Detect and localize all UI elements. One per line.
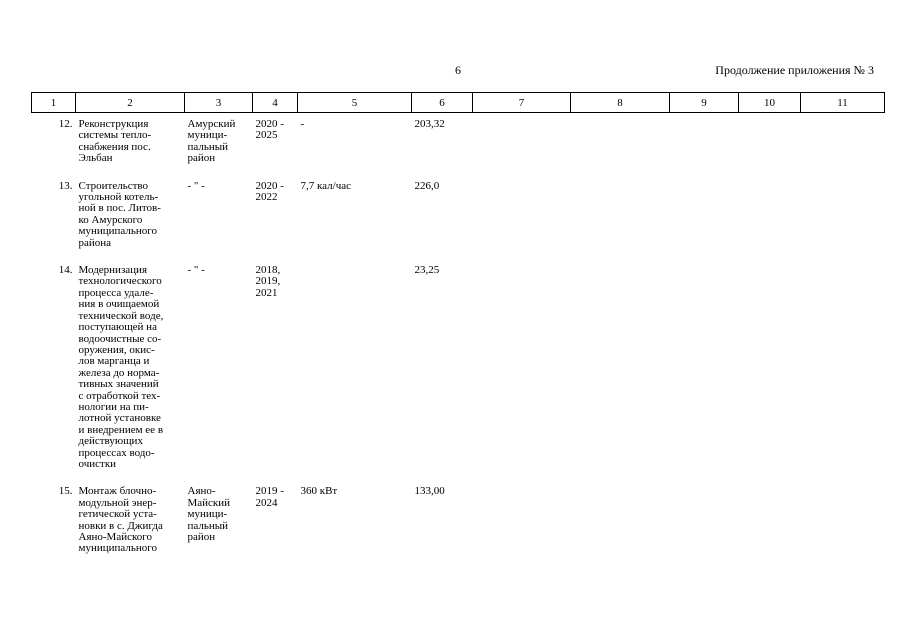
column-header: 6	[412, 93, 473, 113]
project-name-line: Реконструкция	[78, 118, 149, 130]
empty-cell	[801, 113, 885, 175]
column-header: 3	[185, 93, 253, 113]
row-number: 13.	[58, 179, 73, 192]
cost-value: 226,0	[414, 179, 440, 192]
capacity: -	[300, 118, 305, 130]
project-name	[76, 259, 185, 480]
project-name-line: муниципального	[78, 225, 158, 238]
empty-cell	[670, 113, 739, 175]
implementation-years-line: 2025	[255, 129, 278, 142]
project-name-line: оружения, окис-	[78, 343, 155, 356]
project-name-line: нологии на пи-	[78, 400, 149, 413]
implementation-years-line: 2022	[255, 191, 278, 204]
empty-cell	[739, 113, 801, 175]
row-number: 15.	[58, 485, 73, 498]
empty-cell	[670, 175, 739, 259]
column-header: 2	[76, 93, 185, 113]
table-row	[32, 113, 885, 175]
implementation-years-line: 2021	[255, 286, 278, 299]
project-name-line: водоочистные со-	[78, 332, 162, 345]
capacity: 360 кВт	[300, 485, 338, 498]
column-header: 11	[801, 93, 885, 113]
project-name-line: железа до норма-	[78, 366, 160, 379]
empty-cell	[739, 259, 801, 480]
empty-cell	[670, 259, 739, 480]
empty-cell	[473, 175, 571, 259]
territory-line: Амурский	[187, 118, 236, 130]
table-row	[32, 175, 885, 259]
project-name-line: Модернизация	[78, 264, 148, 277]
column-header: 8	[571, 93, 670, 113]
territory-line: муници-	[187, 129, 228, 142]
implementation-years	[253, 113, 298, 175]
project-name-line: Строительство	[78, 179, 149, 192]
project-name-line: модульной энер-	[78, 496, 157, 509]
table-row	[32, 259, 885, 480]
empty-cell	[473, 113, 571, 175]
project-name-line: технологического	[78, 275, 162, 288]
territory-line: - " -	[187, 179, 205, 192]
cost-value: 203,32	[414, 118, 445, 130]
project-name-line: и внедрением ее в	[78, 423, 164, 436]
row-number: 12.	[58, 118, 73, 130]
project-name-line: лотной установке	[78, 412, 161, 425]
empty-cell	[739, 480, 801, 564]
empty-cell	[571, 175, 670, 259]
implementation-years	[253, 175, 298, 259]
empty-cell	[571, 113, 670, 175]
column-header: 10	[739, 93, 801, 113]
territory-line: - " -	[187, 264, 205, 277]
capacity: 7,7 кал/час	[300, 179, 351, 192]
table-body	[32, 113, 885, 565]
project-name-line: Эльбан	[78, 152, 113, 165]
territory	[185, 175, 253, 259]
project-name-line: технической воде,	[78, 309, 164, 322]
project-name-line: тивных значений	[78, 378, 159, 391]
project-name-line: ной в пос. Литов-	[78, 202, 161, 215]
project-name-line: снабжения пос.	[78, 140, 151, 153]
project-name-line: процесса удале-	[78, 286, 154, 299]
project-name-line: Монтаж блочно-	[78, 485, 157, 498]
column-header: 1	[32, 93, 76, 113]
column-header: 7	[473, 93, 571, 113]
project-name-line: лов марганца и	[78, 355, 150, 368]
territory-line: район	[187, 531, 216, 543]
empty-cell	[473, 259, 571, 480]
territory-line: муници-	[187, 508, 228, 521]
column-header: 9	[670, 93, 739, 113]
implementation-years-line: 2019 -	[255, 485, 284, 498]
territory	[185, 480, 253, 564]
project-name-line: Аяно-Майского	[78, 531, 153, 543]
project-name-line: гетической уста-	[78, 508, 157, 521]
project-name	[76, 175, 185, 259]
capacity	[298, 259, 412, 480]
project-name	[76, 480, 185, 564]
project-name-line: района	[78, 236, 112, 249]
project-name-line: муниципального	[78, 542, 158, 555]
empty-cell	[739, 175, 801, 259]
project-name-line: угольной котель-	[78, 191, 159, 204]
empty-cell	[670, 480, 739, 564]
program-table	[31, 92, 885, 565]
continuation-caption: Продолжение приложения № 3	[715, 63, 874, 77]
project-name-line: системы тепло-	[78, 129, 152, 142]
implementation-years	[253, 480, 298, 564]
implementation-years	[253, 259, 298, 480]
empty-cell	[801, 175, 885, 259]
cost-value: 23,25	[414, 264, 440, 277]
project-name-line: ния в очищаемой	[78, 298, 160, 311]
project-name-line: действующих	[78, 435, 143, 448]
column-header: 5	[298, 93, 412, 113]
project-name-line: очистки	[78, 457, 117, 470]
empty-cell	[571, 259, 670, 480]
empty-cell	[473, 480, 571, 564]
territory	[185, 113, 253, 175]
implementation-years-line: 2019,	[255, 275, 281, 288]
territory	[185, 259, 253, 480]
project-name	[76, 113, 185, 175]
empty-cell	[801, 480, 885, 564]
empty-cell	[801, 259, 885, 480]
table-row	[32, 480, 885, 564]
implementation-years-line: 2024	[255, 496, 278, 509]
page-number: 6	[455, 63, 461, 77]
territory-line: Аяно-	[187, 485, 216, 498]
territory-line: район	[187, 152, 216, 165]
project-name-line: с отработкой тех-	[78, 389, 161, 402]
implementation-years-line: 2020 -	[255, 179, 284, 192]
territory-line: Майский	[187, 496, 231, 509]
project-name-line: процессах водо-	[78, 446, 155, 459]
implementation-years-line: 2020 -	[255, 118, 284, 130]
implementation-years-line: 2018,	[255, 264, 281, 277]
row-number: 14.	[58, 264, 73, 277]
territory-line: пальный	[187, 519, 229, 532]
empty-cell	[571, 480, 670, 564]
project-name-line: поступающей на	[78, 321, 157, 334]
header-row	[32, 93, 885, 113]
column-header: 4	[253, 93, 298, 113]
project-name-line: ко Амурского	[78, 213, 143, 226]
cost-value: 133,00	[414, 485, 445, 498]
territory-line: пальный	[187, 140, 229, 153]
project-name-line: новки в с. Джигда	[78, 519, 163, 532]
